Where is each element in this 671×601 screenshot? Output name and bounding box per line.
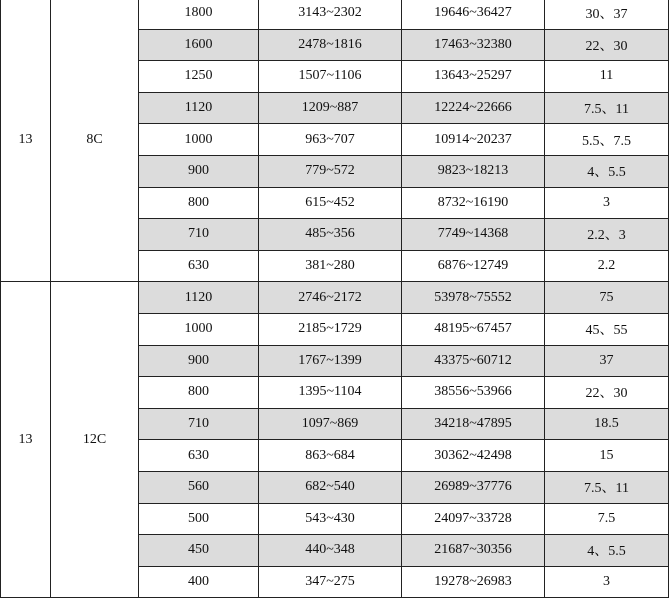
motor-power-cell: 22、30 xyxy=(545,377,669,409)
pressure-range-cell: 6876~12749 xyxy=(402,250,545,282)
flow-range-cell: 543~430 xyxy=(259,503,402,535)
pressure-range-cell: 19646~36427 xyxy=(402,0,545,29)
flow-range-cell: 1395~1104 xyxy=(259,377,402,409)
flow-range-cell: 779~572 xyxy=(259,155,402,187)
flow-range-cell: 1507~1106 xyxy=(259,61,402,93)
flow-range-cell: 682~540 xyxy=(259,471,402,503)
speed-cell: 500 xyxy=(139,503,259,535)
speed-cell: 1120 xyxy=(139,282,259,314)
motor-power-cell: 2.2 xyxy=(545,250,669,282)
motor-power-cell: 5.5、7.5 xyxy=(545,124,669,156)
speed-cell: 560 xyxy=(139,471,259,503)
flow-range-cell: 440~348 xyxy=(259,535,402,567)
pressure-range-cell: 17463~32380 xyxy=(402,29,545,61)
speed-cell: 450 xyxy=(139,535,259,567)
pressure-range-cell: 30362~42498 xyxy=(402,440,545,472)
pressure-range-cell: 48195~67457 xyxy=(402,313,545,345)
flow-range-cell: 3143~2302 xyxy=(259,0,402,29)
pressure-range-cell: 13643~25297 xyxy=(402,61,545,93)
flow-range-cell: 2478~1816 xyxy=(259,29,402,61)
flow-range-cell: 1767~1399 xyxy=(259,345,402,377)
table-row xyxy=(1,0,669,29)
flow-range-cell: 1209~887 xyxy=(259,92,402,124)
motor-power-cell: 30、37 xyxy=(545,0,669,29)
motor-power-cell: 7.5、11 xyxy=(545,92,669,124)
speed-cell: 1800 xyxy=(139,0,259,29)
motor-power-cell: 45、55 xyxy=(545,313,669,345)
speed-cell: 630 xyxy=(139,250,259,282)
pressure-range-cell: 7749~14368 xyxy=(402,219,545,251)
motor-power-cell: 11 xyxy=(545,61,669,93)
speed-cell: 800 xyxy=(139,377,259,409)
pressure-range-cell: 34218~47895 xyxy=(402,408,545,440)
pressure-range-cell: 21687~30356 xyxy=(402,535,545,567)
speed-cell: 1000 xyxy=(139,124,259,156)
speed-cell: 400 xyxy=(139,566,259,598)
pressure-range-cell: 53978~75552 xyxy=(402,282,545,314)
speed-cell: 630 xyxy=(139,440,259,472)
pressure-range-cell: 12224~22666 xyxy=(402,92,545,124)
fan-spec-table-body xyxy=(1,0,669,598)
speed-cell: 1000 xyxy=(139,313,259,345)
motor-power-cell: 2.2、3 xyxy=(545,219,669,251)
motor-power-cell: 75 xyxy=(545,282,669,314)
group-code-cell: 13 xyxy=(1,282,51,598)
motor-power-cell: 3 xyxy=(545,187,669,219)
pressure-range-cell: 8732~16190 xyxy=(402,187,545,219)
flow-range-cell: 963~707 xyxy=(259,124,402,156)
flow-range-cell: 485~356 xyxy=(259,219,402,251)
motor-power-cell: 22、30 xyxy=(545,29,669,61)
flow-range-cell: 347~275 xyxy=(259,566,402,598)
speed-cell: 1120 xyxy=(139,92,259,124)
speed-cell: 1250 xyxy=(139,61,259,93)
pressure-range-cell: 26989~37776 xyxy=(402,471,545,503)
motor-power-cell: 7.5 xyxy=(545,503,669,535)
flow-range-cell: 381~280 xyxy=(259,250,402,282)
speed-cell: 710 xyxy=(139,219,259,251)
flow-range-cell: 615~452 xyxy=(259,187,402,219)
flow-range-cell: 863~684 xyxy=(259,440,402,472)
flow-range-cell: 2746~2172 xyxy=(259,282,402,314)
pressure-range-cell: 19278~26983 xyxy=(402,566,545,598)
pressure-range-cell: 24097~33728 xyxy=(402,503,545,535)
pressure-range-cell: 38556~53966 xyxy=(402,377,545,409)
pressure-range-cell: 9823~18213 xyxy=(402,155,545,187)
speed-cell: 1600 xyxy=(139,29,259,61)
group-model-cell: 8C xyxy=(51,0,139,282)
motor-power-cell: 3 xyxy=(545,566,669,598)
group-code-cell: 13 xyxy=(1,0,51,282)
motor-power-cell: 18.5 xyxy=(545,408,669,440)
table-row xyxy=(1,282,669,314)
motor-power-cell: 37 xyxy=(545,345,669,377)
speed-cell: 800 xyxy=(139,187,259,219)
speed-cell: 900 xyxy=(139,155,259,187)
pressure-range-cell: 10914~20237 xyxy=(402,124,545,156)
speed-cell: 900 xyxy=(139,345,259,377)
flow-range-cell: 2185~1729 xyxy=(259,313,402,345)
motor-power-cell: 4、5.5 xyxy=(545,155,669,187)
motor-power-cell: 15 xyxy=(545,440,669,472)
group-model-cell: 12C xyxy=(51,282,139,598)
flow-range-cell: 1097~869 xyxy=(259,408,402,440)
pressure-range-cell: 43375~60712 xyxy=(402,345,545,377)
speed-cell: 710 xyxy=(139,408,259,440)
motor-power-cell: 7.5、11 xyxy=(545,471,669,503)
motor-power-cell: 4、5.5 xyxy=(545,535,669,567)
